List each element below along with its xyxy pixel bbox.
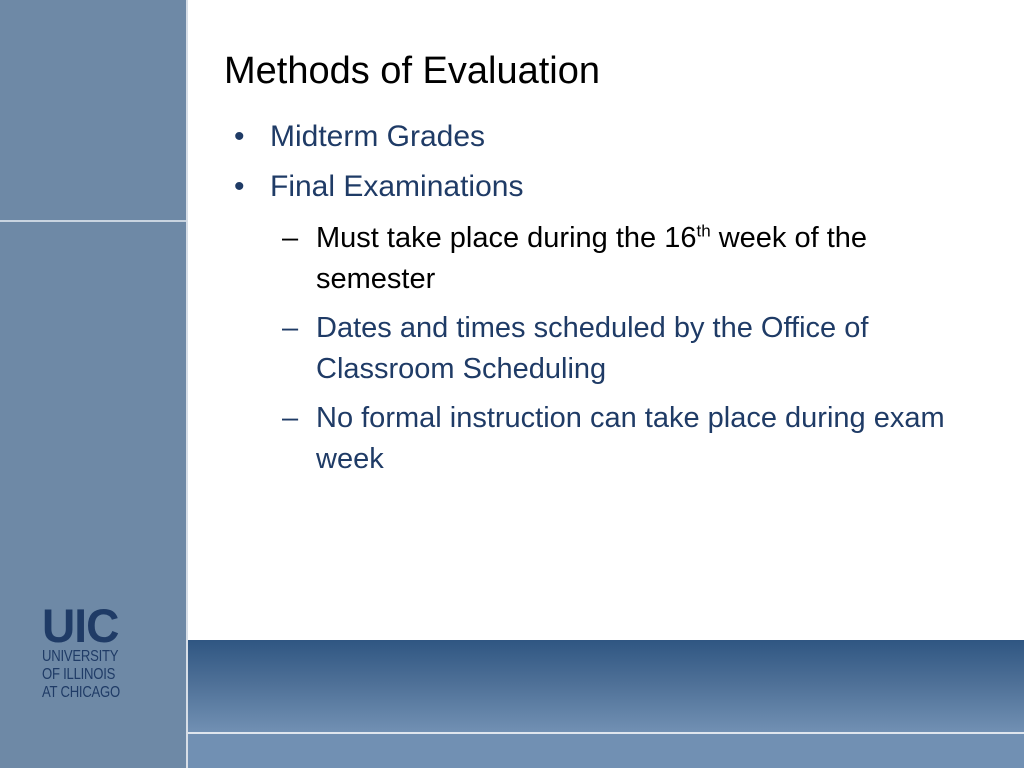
dash-marker: – (282, 312, 299, 344)
bullet-text: Midterm Grades (270, 120, 486, 153)
footer-band (188, 640, 1024, 732)
left-sidebar-panel (0, 0, 186, 768)
sub-bullet-sixteenth-week (282, 218, 992, 300)
bullet-midterm-grades (232, 118, 992, 156)
sub-bullet-text: No formal instruction can take place during exam week (316, 402, 945, 475)
slide-content (232, 118, 992, 488)
logo-line-1: UNIVERSITY (42, 648, 119, 665)
bullet-text: Final Examinations (270, 170, 524, 203)
sidebar-divider (0, 220, 186, 222)
bullet-marker: • (234, 120, 245, 153)
slide-title: Methods of Evaluation (224, 50, 601, 92)
sub-bullet-text: Dates and times scheduled by the Office of Classroom Scheduling (316, 312, 869, 385)
logo-line-3: AT CHICAGO (42, 684, 120, 701)
dash-marker: – (282, 222, 299, 254)
sub-bullet-text-post: week of the semester (316, 222, 868, 295)
sub-bullet-no-instruction (282, 398, 992, 480)
sub-bullet-scheduling (282, 308, 992, 390)
uic-logo (42, 599, 152, 702)
dash-marker: – (282, 402, 299, 434)
footer-strip (188, 734, 1024, 768)
logo-line-2: OF ILLINOIS (42, 666, 116, 683)
bullet-final-examinations (232, 168, 992, 206)
logo-mark: UIC (42, 599, 119, 652)
sub-bullet-text-pre: Must take place during the 16 (316, 222, 697, 254)
bullet-marker: • (234, 170, 245, 203)
ordinal-suffix: th (696, 221, 711, 241)
